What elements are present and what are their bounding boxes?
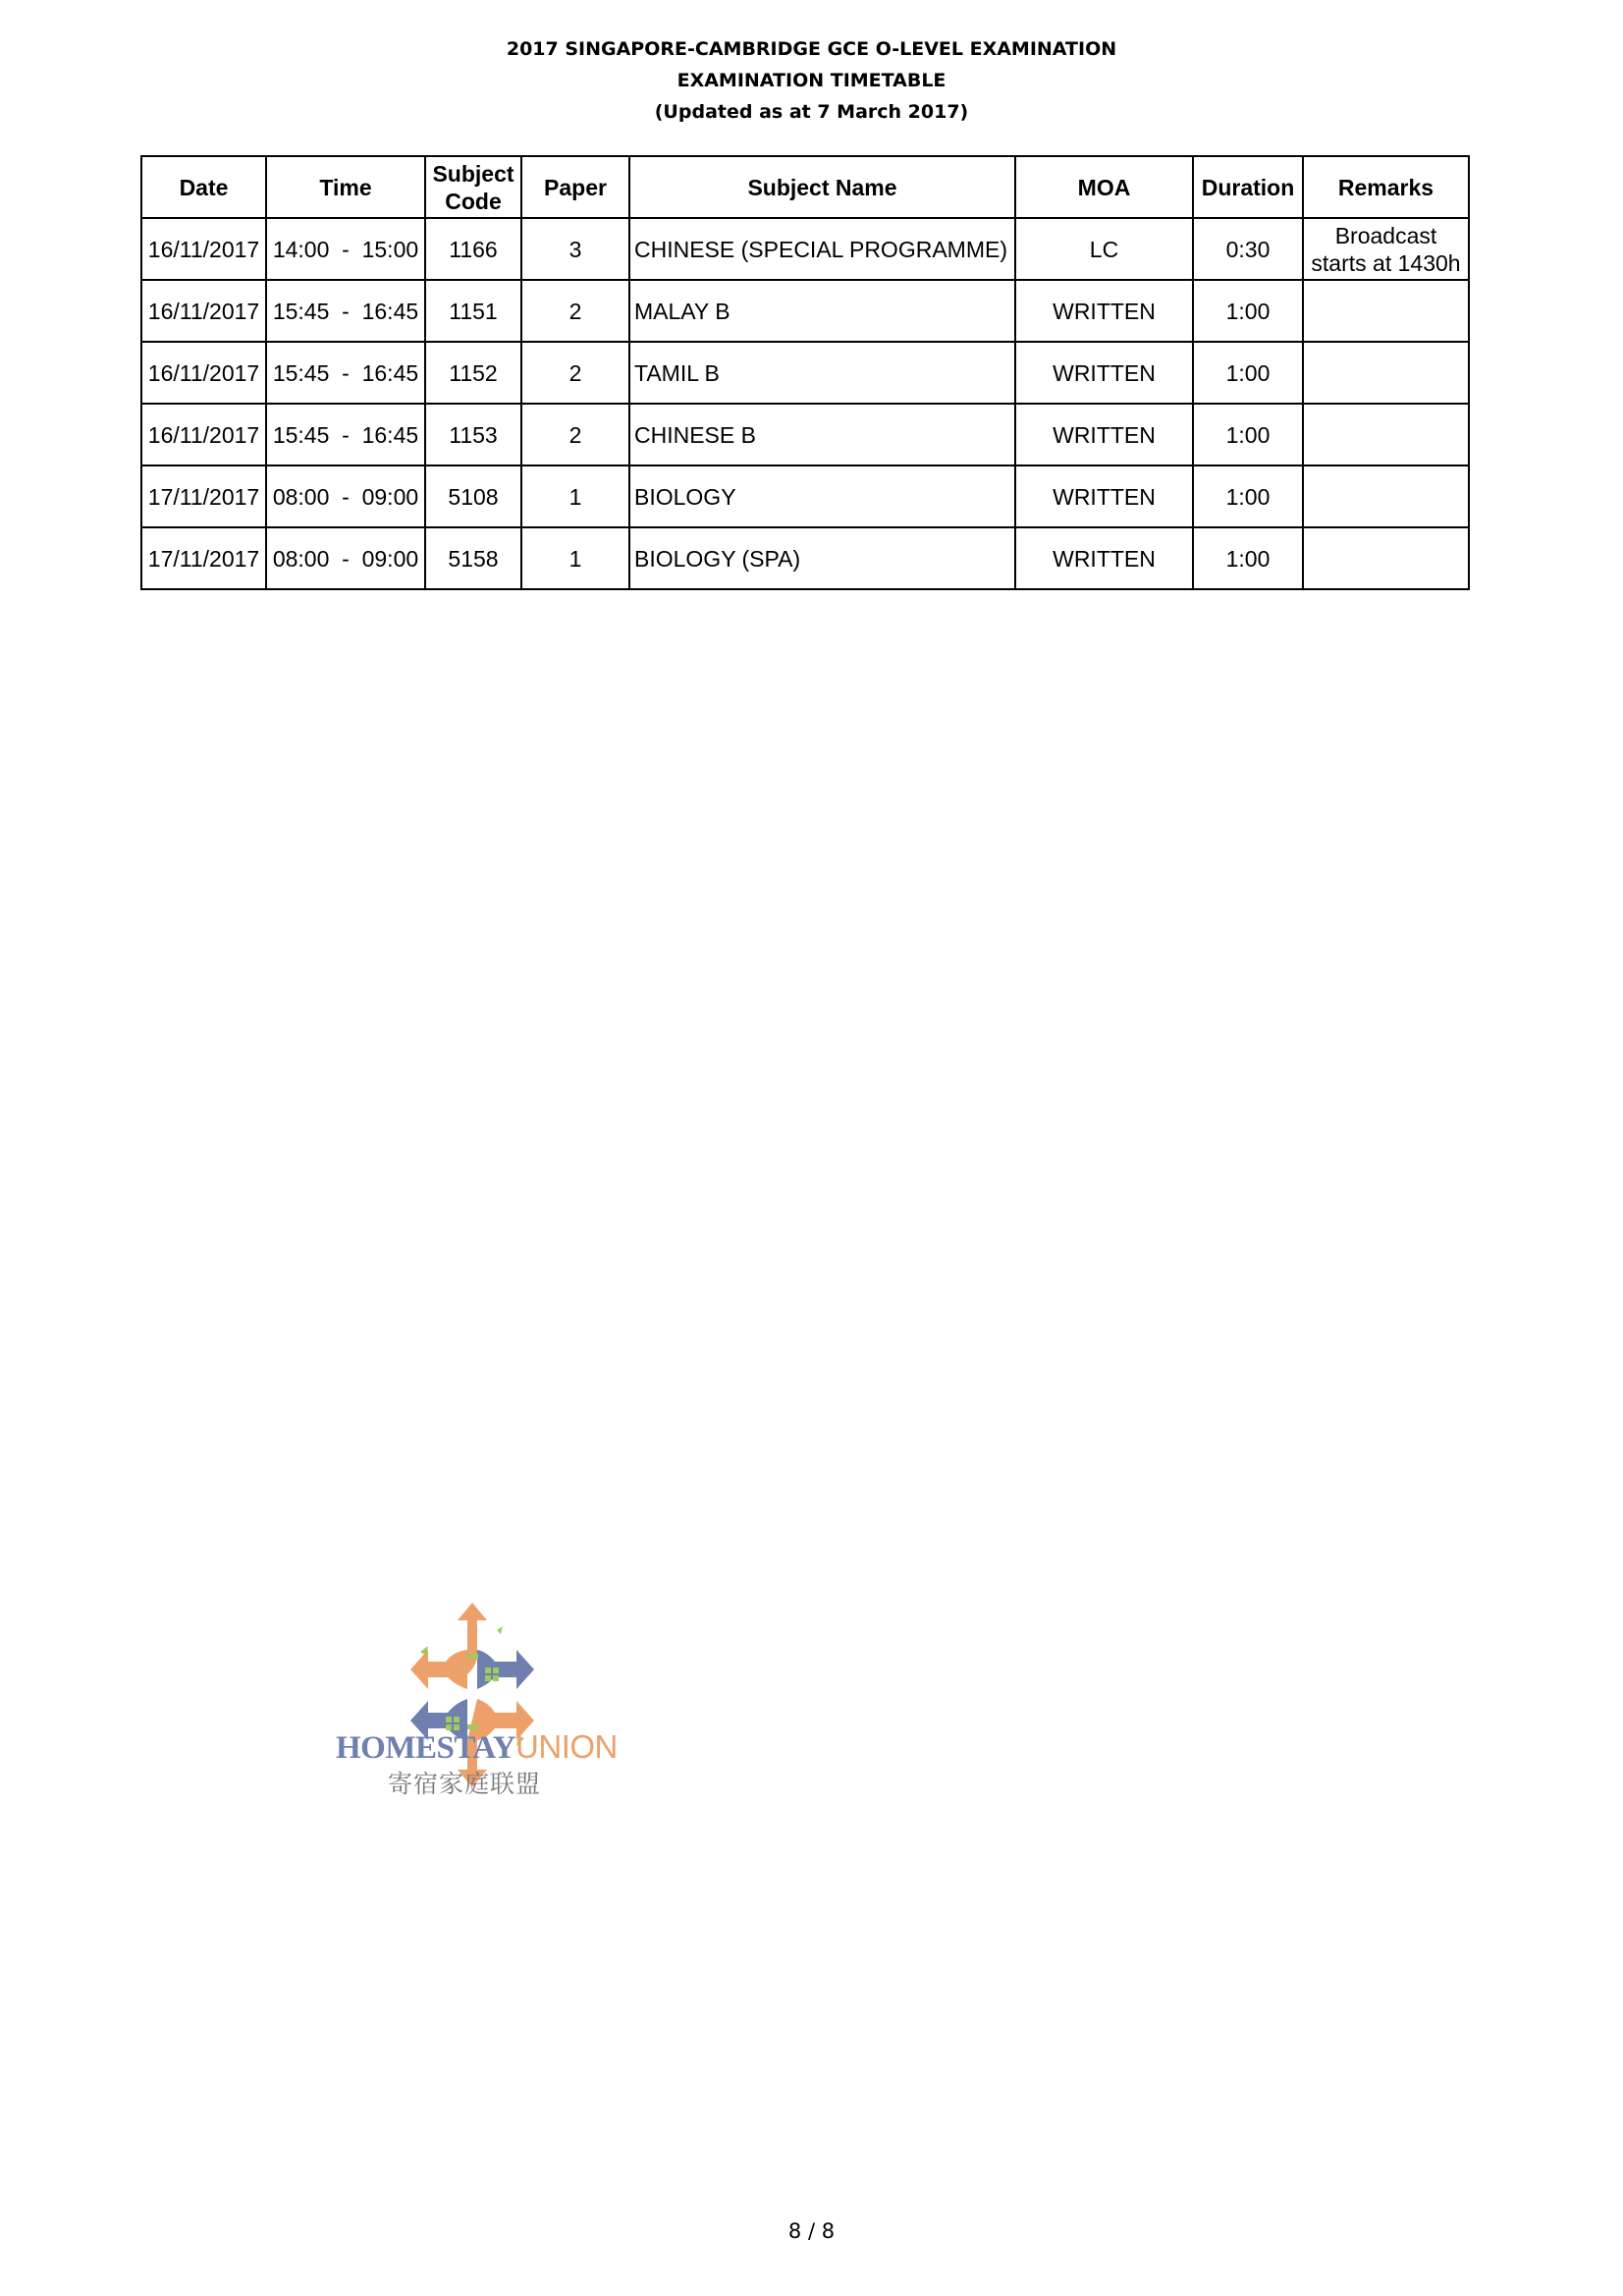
cell-subject-name: BIOLOGY (SPA) bbox=[629, 527, 1015, 589]
cell-moa: WRITTEN bbox=[1015, 404, 1193, 465]
cell-subject-name: CHINESE (SPECIAL PROGRAMME) bbox=[629, 218, 1015, 280]
page-number: 8 / 8 bbox=[787, 2219, 836, 2243]
table-row bbox=[141, 218, 1469, 280]
cell-time: 15:45 - 16:45 bbox=[266, 404, 425, 465]
cell-paper: 2 bbox=[521, 342, 629, 404]
cell-subject-code: 1166 bbox=[425, 218, 521, 280]
cell-remarks bbox=[1303, 280, 1469, 342]
table-row bbox=[141, 280, 1469, 342]
col-header-date: Date bbox=[141, 156, 266, 218]
cell-date: 16/11/2017 bbox=[141, 404, 266, 465]
col-header-time: Time bbox=[266, 156, 425, 218]
cell-time: 15:45 - 16:45 bbox=[266, 280, 425, 342]
cell-date: 17/11/2017 bbox=[141, 527, 266, 589]
cell-paper: 1 bbox=[521, 527, 629, 589]
logo-chinese-text: 寄宿家庭联盟 bbox=[388, 1770, 542, 1798]
col-header-duration: Duration bbox=[1193, 156, 1303, 218]
cell-paper: 1 bbox=[521, 465, 629, 527]
cell-paper: 2 bbox=[521, 280, 629, 342]
cell-remarks bbox=[1303, 404, 1469, 465]
cell-moa: LC bbox=[1015, 218, 1193, 280]
cell-date: 16/11/2017 bbox=[141, 218, 266, 280]
cell-moa: WRITTEN bbox=[1015, 342, 1193, 404]
cell-duration: 1:00 bbox=[1193, 527, 1303, 589]
cell-moa: WRITTEN bbox=[1015, 465, 1193, 527]
cell-moa: WRITTEN bbox=[1015, 280, 1193, 342]
table-header-row bbox=[141, 156, 1469, 218]
logo-word-union: UNION bbox=[515, 1728, 618, 1765]
table-row bbox=[141, 404, 1469, 465]
table-row bbox=[141, 465, 1469, 527]
cell-duration: 1:00 bbox=[1193, 404, 1303, 465]
header-line-2: EXAMINATION TIMETABLE bbox=[676, 70, 947, 91]
cell-subject-name: MALAY B bbox=[629, 280, 1015, 342]
table-row bbox=[141, 527, 1469, 589]
cell-subject-code: 5108 bbox=[425, 465, 521, 527]
cell-subject-name: TAMIL B bbox=[629, 342, 1015, 404]
cell-remarks bbox=[1303, 527, 1469, 589]
cell-subject-code: 5158 bbox=[425, 527, 521, 589]
cell-subject-name: BIOLOGY bbox=[629, 465, 1015, 527]
cell-duration: 1:00 bbox=[1193, 465, 1303, 527]
table-row bbox=[141, 342, 1469, 404]
exam-timetable bbox=[140, 155, 1470, 590]
cell-remarks: Broadcast starts at 1430h bbox=[1303, 218, 1469, 280]
cell-duration: 0:30 bbox=[1193, 218, 1303, 280]
cell-remarks bbox=[1303, 342, 1469, 404]
col-header-subject-name: Subject Name bbox=[629, 156, 1015, 218]
cell-date: 16/11/2017 bbox=[141, 342, 266, 404]
cell-moa: WRITTEN bbox=[1015, 527, 1193, 589]
cell-duration: 1:00 bbox=[1193, 342, 1303, 404]
col-header-remarks: Remarks bbox=[1303, 156, 1469, 218]
cell-paper: 2 bbox=[521, 404, 629, 465]
cell-time: 08:00 - 09:00 bbox=[266, 465, 425, 527]
col-header-subject-code: Subject Code bbox=[425, 156, 521, 218]
cell-time: 08:00 - 09:00 bbox=[266, 527, 425, 589]
logo-word-homestay: HOMESTAY bbox=[336, 1730, 516, 1766]
cell-time: 15:45 - 16:45 bbox=[266, 342, 425, 404]
header-line-3: (Updated as at 7 March 2017) bbox=[654, 101, 969, 123]
cell-paper: 3 bbox=[521, 218, 629, 280]
cell-time: 14:00 - 15:00 bbox=[266, 218, 425, 280]
document-header bbox=[0, 33, 1623, 128]
cell-remarks bbox=[1303, 465, 1469, 527]
cell-subject-name: CHINESE B bbox=[629, 404, 1015, 465]
cell-date: 17/11/2017 bbox=[141, 465, 266, 527]
cell-subject-code: 1152 bbox=[425, 342, 521, 404]
header-line-1: 2017 SINGAPORE-CAMBRIDGE GCE O-LEVEL EXAMINATION bbox=[506, 38, 1117, 60]
col-header-moa: MOA bbox=[1015, 156, 1193, 218]
cell-subject-code: 1151 bbox=[425, 280, 521, 342]
cell-subject-code: 1153 bbox=[425, 404, 521, 465]
cell-duration: 1:00 bbox=[1193, 280, 1303, 342]
logo-wordmark bbox=[336, 1728, 618, 1767]
col-header-paper: Paper bbox=[521, 156, 629, 218]
cell-date: 16/11/2017 bbox=[141, 280, 266, 342]
